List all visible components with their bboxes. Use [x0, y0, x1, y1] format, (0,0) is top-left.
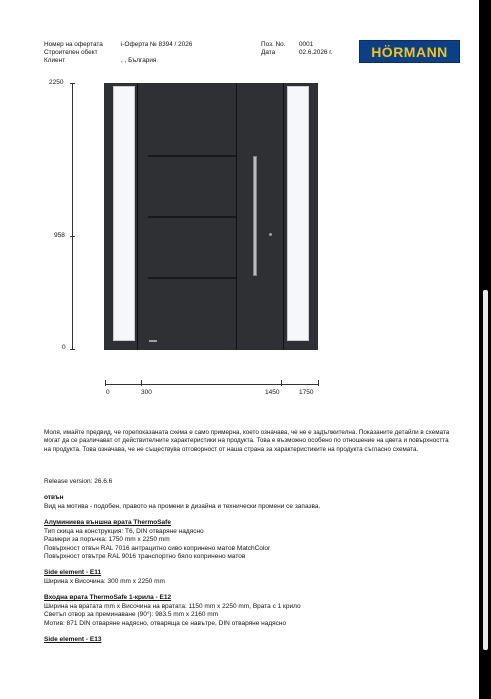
x-label-300: 300 [141, 389, 152, 396]
x-tick-0 [105, 380, 106, 386]
y-tick-bottom [70, 349, 75, 350]
side-e11-line-1: Ширина x Височина: 300 mm x 2250 mm [44, 578, 165, 585]
side-e13-title: Side element - E13 [44, 636, 102, 643]
aluminum-line-2: Размери за поръчка: 1750 mm x 2250 mm [44, 536, 170, 543]
leaf-left-edge [137, 83, 138, 350]
aluminum-door-title: Алуминиева външна врата ThermoSafe [44, 519, 171, 526]
offer-value: i-Оферта № 8394 / 2026 [121, 41, 193, 48]
x-label-0: 0 [106, 389, 110, 396]
y-label-2250: 2250 [49, 79, 64, 86]
door-groove-2 [148, 216, 236, 218]
left-sidelight [113, 86, 135, 341]
door-e12-title: Входна врата ThermoSafe 1-крила - E12 [44, 594, 172, 601]
leaf-separator [236, 83, 237, 350]
opening-title: отвън [44, 494, 64, 501]
door-groove-1 [148, 155, 236, 157]
right-sidelight [287, 86, 309, 341]
offer-label: Номер на офертата [44, 41, 103, 48]
y-label-0: 0 [62, 344, 66, 351]
aluminum-line-1: Тип скица на конструкция: T6, DIN отваряне надясно [44, 528, 204, 535]
side-e11-title: Side element - E11 [44, 569, 102, 576]
aluminum-line-4: Повърхност отвътре RAL 9016 транспортно бяло копринено матов [44, 553, 246, 560]
opening-text: Вид на мотива - подобен, правото на промени в дизайна и технически промени се запазва. [44, 503, 321, 510]
scrollbar-thumb[interactable] [483, 290, 488, 650]
pos-value: 0001 [299, 41, 314, 48]
y-tick-mid [70, 236, 75, 237]
x-axis-line [105, 384, 319, 385]
logo-text: HÖRMANN [371, 43, 448, 60]
lock-cylinder [269, 233, 272, 236]
hormann-logo [359, 40, 460, 63]
disclaimer-text: Моля, имайте предвид, че горепоказаната схема е само примерна, което означава, че не е задължителна. Показаните детайли в схемата могат да се различават от действителните характеристики на продукта. Това е възможно особено по отношение на цвета и повърхността на продукта. Това означава, че не съществува отговорност от наша страна за характеристиките на продукта съгласно схемата. [44, 429, 450, 453]
door-groove-3 [148, 277, 236, 279]
x-label-1450: 1450 [265, 389, 280, 396]
door-e12-line-1: Ширина на вратата mm x Височина на вратата: 1150 mm x 2250 mm, Врата с 1 крило [44, 603, 301, 610]
y-axis-line [72, 83, 73, 350]
y-label-958: 958 [54, 232, 65, 239]
viewer-scrollbar[interactable] [479, 0, 491, 699]
leaf-right-edge [283, 83, 284, 350]
release-version: Release version: 26.6.6 [44, 478, 113, 485]
x-label-1750: 1750 [299, 389, 314, 396]
x-tick-1450 [281, 380, 282, 386]
pos-label: Поз. No. [261, 41, 286, 48]
aluminum-line-3: Повърхност отвън RAL 7016 антрацитно сиво коприненo матов MatchColor [44, 545, 271, 552]
site-label: Строителен обект [44, 49, 98, 56]
client-value: , , България [121, 57, 157, 64]
door-e12-line-3: Мотив: 871 DIN отваряне надясно, отваряща се навътре, DIN отваряне надясно [44, 620, 287, 627]
door-handle [253, 156, 257, 276]
x-tick-1750 [318, 380, 319, 386]
door-logo-plate [149, 340, 157, 342]
date-value: 02.6.2026 г. [299, 49, 333, 56]
date-label: Дата [261, 49, 276, 56]
y-tick-top [70, 83, 75, 84]
x-tick-300 [141, 380, 142, 386]
client-label: Клиент [44, 57, 66, 64]
door-e12-line-2: Светъл отвор за преминаване (90°): 983.5 mm x 2160 mm [44, 611, 219, 618]
